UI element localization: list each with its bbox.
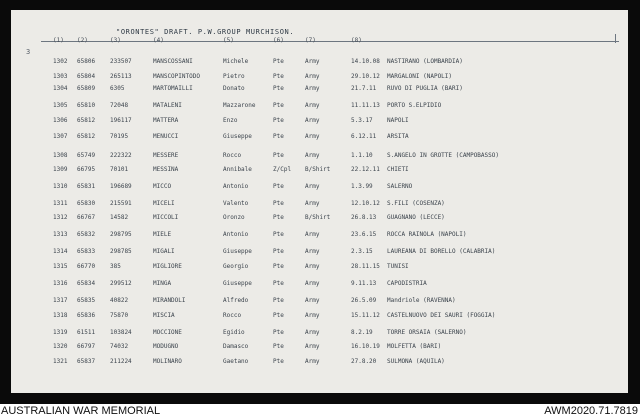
row-surname: MOCCIONE <box>153 329 182 336</box>
row-unit: Army <box>305 152 320 159</box>
row-surname: MODUGNO <box>153 343 179 350</box>
row-rank: Pte <box>273 263 284 270</box>
row-service-id: 65809 <box>77 85 96 92</box>
row-service-id: 66767 <box>77 214 96 221</box>
row-unit: Army <box>305 231 320 238</box>
row-service-id: 65810 <box>77 102 96 109</box>
row-rank: Pte <box>273 102 284 109</box>
row-service-id: 66795 <box>77 166 96 173</box>
row-unit: Army <box>305 329 320 336</box>
row-birth-date: 8.2.19 <box>351 329 373 336</box>
column-header: (4) <box>153 37 164 44</box>
row-rank: Pte <box>273 200 284 207</box>
row-rank: Pte <box>273 231 284 238</box>
row-pow-number: 299512 <box>110 280 132 287</box>
row-pow-number: 215591 <box>110 200 132 207</box>
row-birth-place: CASTELNUOVO DEI SAURI (FOGGIA) <box>387 312 496 319</box>
row-rank: Pte <box>273 358 284 365</box>
row-unit: Army <box>305 58 320 65</box>
row-surname: MICCO <box>153 183 172 190</box>
row-birth-place: Mandriole (RAVENNA) <box>387 297 456 304</box>
row-given-name: Antonio <box>223 231 249 238</box>
row-given-name: Enzo <box>223 117 238 124</box>
row-service-id: 65834 <box>77 280 96 287</box>
row-birth-place: NAPOLI <box>387 117 409 124</box>
document-title: "ORONTES" DRAFT. P.W.GROUP MURCHISON. <box>116 28 295 36</box>
row-birth-date: 12.10.12 <box>351 200 380 207</box>
row-service-id: 65830 <box>77 200 96 207</box>
row-surname: MICELI <box>153 200 175 207</box>
row-pow-number: 265113 <box>110 73 132 80</box>
row-surname: MESSINA <box>153 166 179 173</box>
row-rank: Pte <box>273 214 284 221</box>
row-record-number: 1307 <box>53 133 68 140</box>
row-record-number: 1310 <box>53 183 68 190</box>
row-birth-date: 23.6.15 <box>351 231 377 238</box>
row-given-name: Mazzarone <box>223 102 256 109</box>
row-birth-date: 9.11.13 <box>351 280 377 287</box>
row-given-name: Giuseppe <box>223 280 252 287</box>
row-birth-date: 26.8.13 <box>351 214 377 221</box>
row-record-number: 1318 <box>53 312 68 319</box>
row-unit: Army <box>305 248 320 255</box>
row-birth-date: 2.3.15 <box>351 248 373 255</box>
row-pow-number: 222322 <box>110 152 132 159</box>
column-header: (8) <box>351 37 362 44</box>
row-rank: Pte <box>273 297 284 304</box>
row-rank: Pte <box>273 280 284 287</box>
row-given-name: Giuseppe <box>223 133 252 140</box>
row-given-name: Alfredo <box>223 297 249 304</box>
column-header: (1) <box>53 37 64 44</box>
row-birth-place: CAPODISTRIA <box>387 280 427 287</box>
row-rank: Pte <box>273 248 284 255</box>
row-surname: MOLINARO <box>153 358 182 365</box>
row-pow-number: 196117 <box>110 117 132 124</box>
row-unit: Army <box>305 200 320 207</box>
column-header: (7) <box>305 37 316 44</box>
row-service-id: 61511 <box>77 329 96 336</box>
row-record-number: 1321 <box>53 358 68 365</box>
row-surname: MESSERE <box>153 152 179 159</box>
row-surname: MIGALI <box>153 248 175 255</box>
row-birth-place: SULMONA (AQUILA) <box>387 358 445 365</box>
row-birth-place: ARSITA <box>387 133 409 140</box>
row-unit: Army <box>305 263 320 270</box>
row-rank: Pte <box>273 58 284 65</box>
row-surname: MATTERA <box>153 117 179 124</box>
row-birth-place: MARGALONI (NAPOLI) <box>387 73 453 80</box>
row-service-id: 65749 <box>77 152 96 159</box>
row-surname: MATALENI <box>153 102 182 109</box>
row-given-name: Georgio <box>223 263 249 270</box>
margin-mark: 3 <box>26 48 31 56</box>
row-given-name: Egidio <box>223 329 245 336</box>
row-record-number: 1315 <box>53 263 68 270</box>
row-surname: MANSCOSSANI <box>153 58 193 65</box>
row-record-number: 1302 <box>53 58 68 65</box>
row-service-id: 65831 <box>77 183 96 190</box>
row-service-id: 65804 <box>77 73 96 80</box>
row-birth-date: 6.12.11 <box>351 133 377 140</box>
row-record-number: 1304 <box>53 85 68 92</box>
row-unit: B/Shirt <box>305 166 331 173</box>
row-birth-place: LAUREANA DI BORELLO (CALABRIA) <box>387 248 496 255</box>
column-header: (5) <box>223 37 234 44</box>
row-service-id: 66770 <box>77 263 96 270</box>
row-birth-place: S.FILI (COSENZA) <box>387 200 445 207</box>
institution-label: AUSTRALIAN WAR MEMORIAL <box>1 405 161 417</box>
row-pow-number: 298785 <box>110 248 132 255</box>
row-birth-place: SALERNO <box>387 183 413 190</box>
row-birth-date: 11.11.13 <box>351 102 380 109</box>
row-pow-number: 72048 <box>110 102 129 109</box>
row-rank: Pte <box>273 329 284 336</box>
row-service-id: 65836 <box>77 312 96 319</box>
row-surname: MANSCOPINTODO <box>153 73 200 80</box>
column-header: (2) <box>77 37 88 44</box>
row-unit: Army <box>305 312 320 319</box>
row-record-number: 1320 <box>53 343 68 350</box>
row-birth-place: MOLFETTA (BARI) <box>387 343 442 350</box>
row-birth-date: 16.10.19 <box>351 343 380 350</box>
row-unit: Army <box>305 280 320 287</box>
row-given-name: Gaetano <box>223 358 249 365</box>
row-birth-place: RUVO DI PUGLIA (BARI) <box>387 85 463 92</box>
row-rank: Z/Cpl <box>273 166 292 173</box>
row-pow-number: 74032 <box>110 343 129 350</box>
row-given-name: Annibale <box>223 166 252 173</box>
row-service-id: 65835 <box>77 297 96 304</box>
row-record-number: 1314 <box>53 248 68 255</box>
row-unit: Army <box>305 343 320 350</box>
row-birth-date: 15.11.12 <box>351 312 380 319</box>
row-given-name: Donato <box>223 85 245 92</box>
row-birth-date: 26.5.09 <box>351 297 377 304</box>
row-birth-place: S.ANGELO IN GROTTE (CAMPOBASSO) <box>387 152 499 159</box>
row-rank: Pte <box>273 343 284 350</box>
row-record-number: 1311 <box>53 200 68 207</box>
row-birth-date: 22.12.11 <box>351 166 380 173</box>
row-pow-number: 40822 <box>110 297 129 304</box>
row-birth-date: 21.7.11 <box>351 85 377 92</box>
row-unit: B/Shirt <box>305 214 331 221</box>
row-given-name: Rocco <box>223 312 242 319</box>
row-record-number: 1305 <box>53 102 68 109</box>
row-service-id: 65812 <box>77 117 96 124</box>
row-service-id: 65812 <box>77 133 96 140</box>
row-record-number: 1309 <box>53 166 68 173</box>
row-pow-number: 75870 <box>110 312 129 319</box>
row-record-number: 1312 <box>53 214 68 221</box>
row-unit: Army <box>305 117 320 124</box>
row-birth-place: CHIETI <box>387 166 409 173</box>
row-given-name: Antonio <box>223 183 249 190</box>
row-pow-number: 70195 <box>110 133 129 140</box>
row-birth-date: 14.10.08 <box>351 58 380 65</box>
row-given-name: Giuseppe <box>223 248 252 255</box>
row-record-number: 1316 <box>53 280 68 287</box>
row-birth-place: TORRE ORSAIA (SALERNO) <box>387 329 467 336</box>
row-service-id: 66797 <box>77 343 96 350</box>
row-surname: MARTOMAILLI <box>153 85 193 92</box>
row-unit: Army <box>305 85 320 92</box>
row-record-number: 1306 <box>53 117 68 124</box>
row-given-name: Damasco <box>223 343 249 350</box>
row-pow-number: 70101 <box>110 166 129 173</box>
row-birth-date: 29.10.12 <box>351 73 380 80</box>
row-birth-place: PORTO S.ELPIDIO <box>387 102 442 109</box>
row-pow-number: 103824 <box>110 329 132 336</box>
row-birth-place: TUNISI <box>387 263 409 270</box>
row-birth-date: 5.3.17 <box>351 117 373 124</box>
row-unit: Army <box>305 133 320 140</box>
row-rank: Pte <box>273 183 284 190</box>
row-record-number: 1303 <box>53 73 68 80</box>
row-birth-place: ROCCA RAINOLA (NAPOLI) <box>387 231 467 238</box>
document-page <box>11 10 628 393</box>
row-birth-place: GUAGNANO (LECCE) <box>387 214 445 221</box>
row-birth-date: 1.1.10 <box>351 152 373 159</box>
row-surname: MIRANDOLI <box>153 297 186 304</box>
row-record-number: 1308 <box>53 152 68 159</box>
header-rule <box>41 41 619 42</box>
row-record-number: 1317 <box>53 297 68 304</box>
row-rank: Pte <box>273 152 284 159</box>
row-surname: MENUCCI <box>153 133 179 140</box>
row-rank: Pte <box>273 85 284 92</box>
row-given-name: Michele <box>223 58 249 65</box>
row-rank: Pte <box>273 117 284 124</box>
row-service-id: 65837 <box>77 358 96 365</box>
row-surname: MISCIA <box>153 312 175 319</box>
row-pow-number: 211224 <box>110 358 132 365</box>
row-pow-number: 298795 <box>110 231 132 238</box>
row-given-name: Rocco <box>223 152 242 159</box>
row-birth-date: 28.11.15 <box>351 263 380 270</box>
row-unit: Army <box>305 297 320 304</box>
row-birth-date: 1.3.99 <box>351 183 373 190</box>
row-surname: MIGLIORE <box>153 263 182 270</box>
row-unit: Army <box>305 102 320 109</box>
row-pow-number: 196689 <box>110 183 132 190</box>
row-pow-number: 14582 <box>110 214 129 221</box>
row-rank: Pte <box>273 312 284 319</box>
row-unit: Army <box>305 183 320 190</box>
row-pow-number: 6305 <box>110 85 125 92</box>
row-service-id: 65833 <box>77 248 96 255</box>
row-record-number: 1319 <box>53 329 68 336</box>
row-surname: MINGA <box>153 280 172 287</box>
row-pow-number: 233507 <box>110 58 132 65</box>
row-birth-date: 27.8.20 <box>351 358 377 365</box>
row-given-name: Oronzo <box>223 214 245 221</box>
row-service-id: 65806 <box>77 58 96 65</box>
row-given-name: Pietro <box>223 73 245 80</box>
row-pow-number: 385 <box>110 263 121 270</box>
row-birth-place: NASTIRANO (LOMBARDIA) <box>387 58 463 65</box>
row-unit: Army <box>305 73 320 80</box>
accession-number: AWM2020.71.7819 <box>544 405 638 417</box>
row-record-number: 1313 <box>53 231 68 238</box>
row-surname: MICCOLI <box>153 214 179 221</box>
row-given-name: Valento <box>223 200 249 207</box>
row-rank: Pte <box>273 73 284 80</box>
row-service-id: 65832 <box>77 231 96 238</box>
row-surname: MIELE <box>153 231 172 238</box>
row-unit: Army <box>305 358 320 365</box>
column-header: (3) <box>110 37 121 44</box>
row-rank: Pte <box>273 133 284 140</box>
column-header: (6) <box>273 37 284 44</box>
